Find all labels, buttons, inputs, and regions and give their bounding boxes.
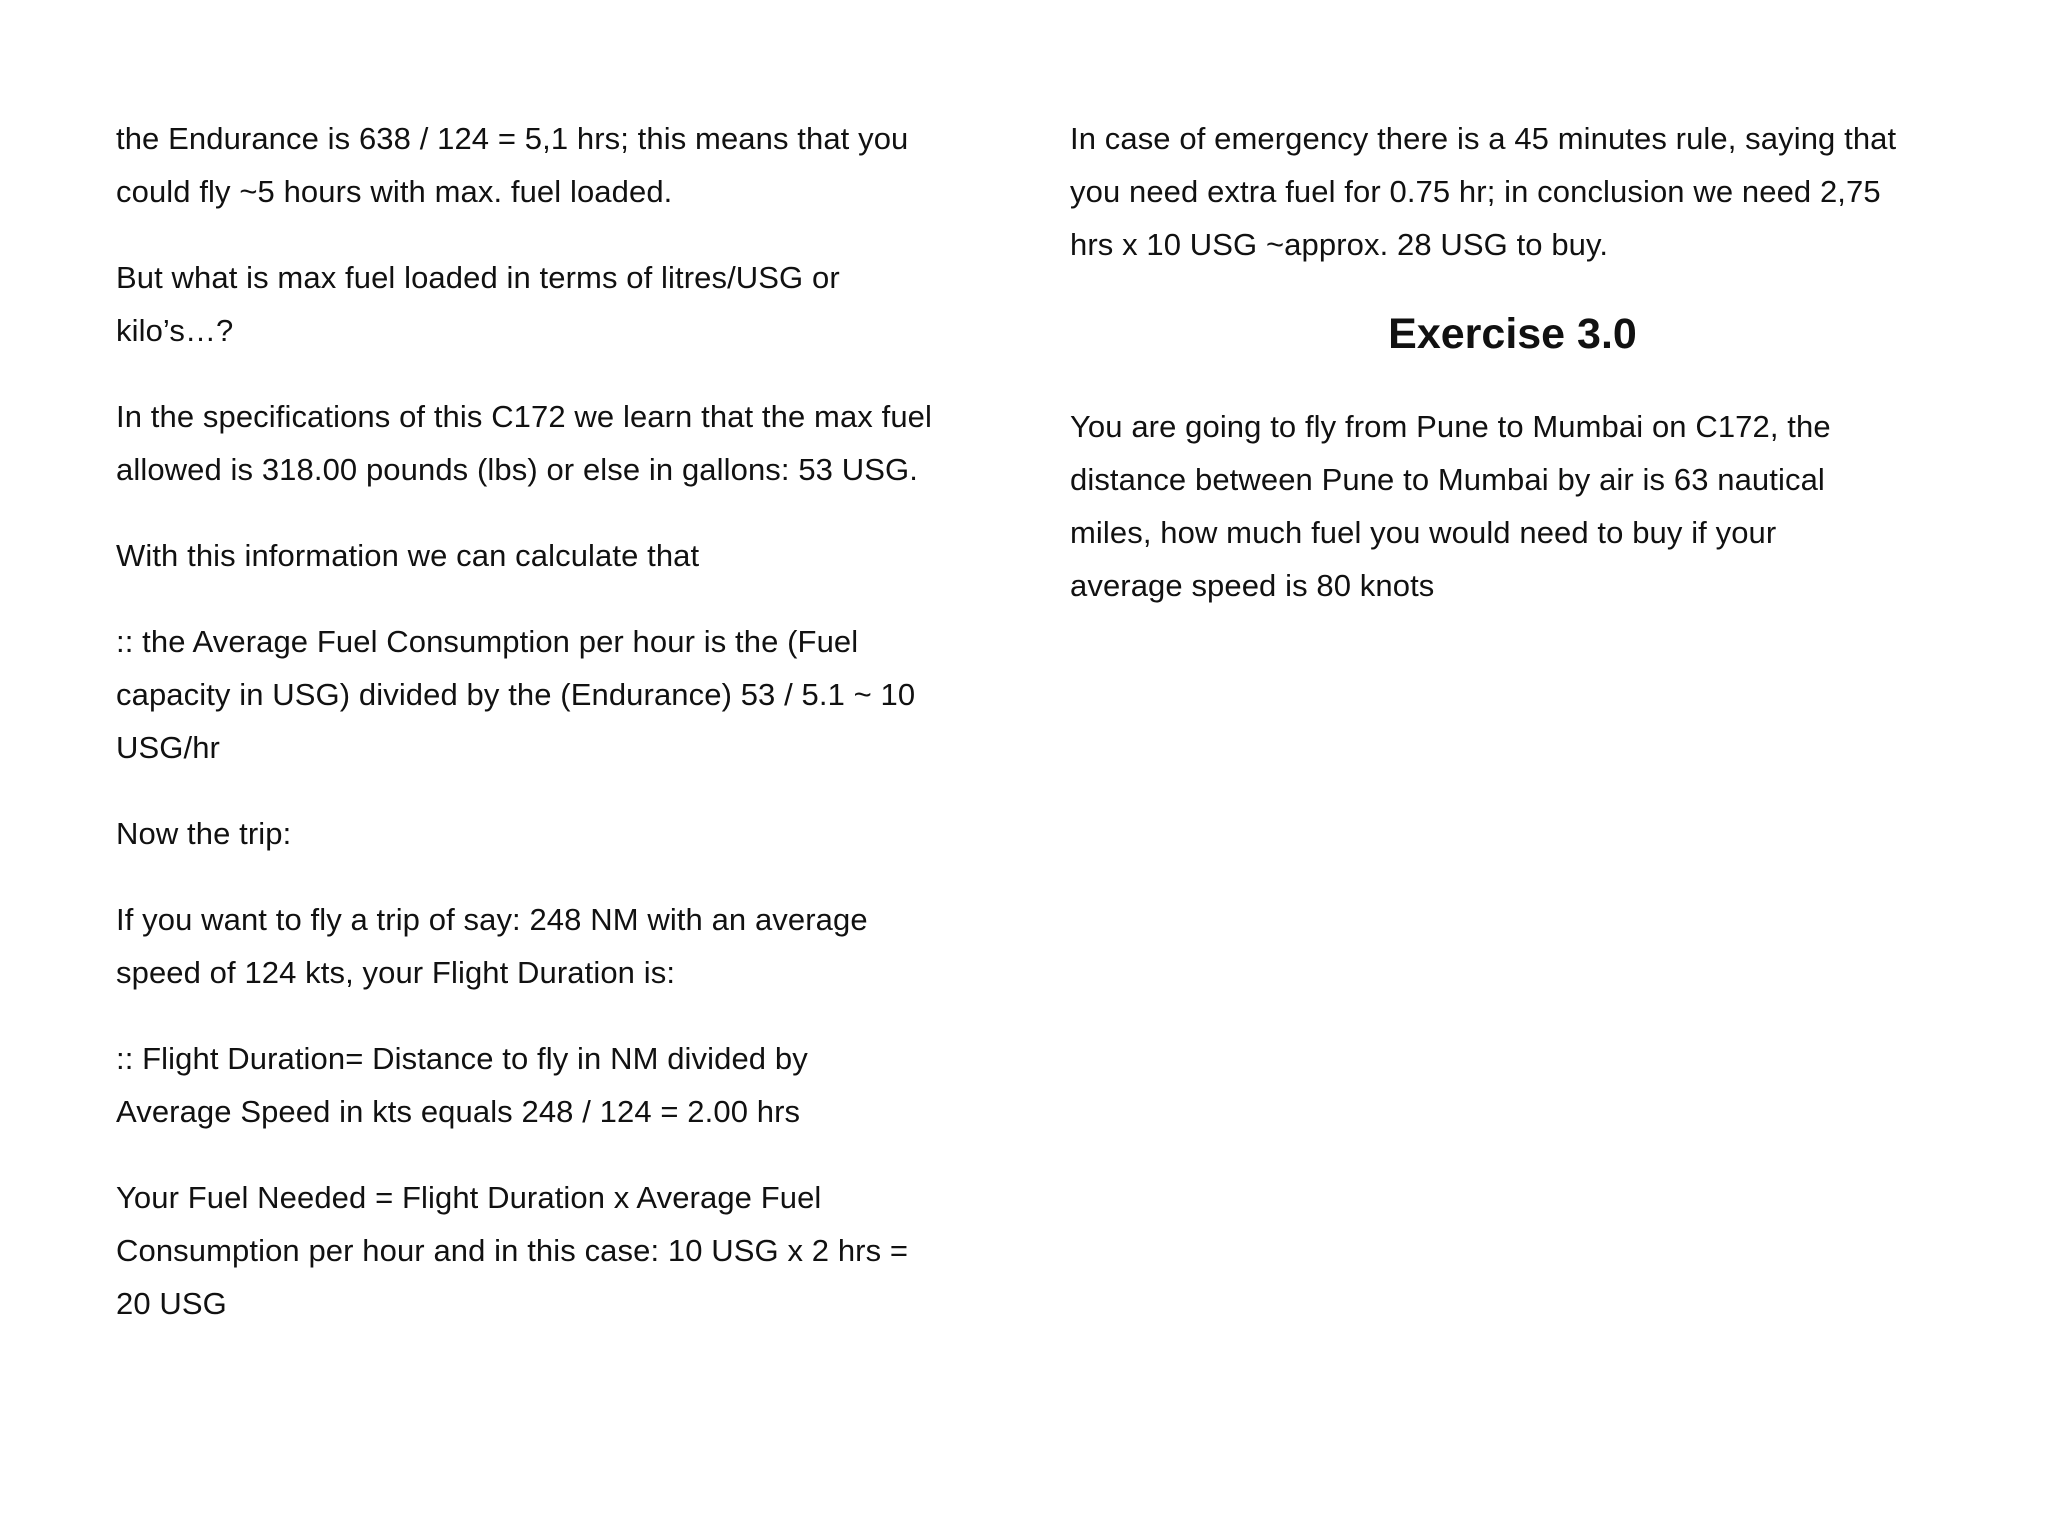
max-fuel-question: But what is max fuel loaded in terms of litres/USG or kilo’s…? [116, 260, 840, 348]
exercise-question: You are going to fly from Pune to Mumbai on C172, the distance between Pune to Mumbai by air is 63 nautical miles, how much fuel you would need to buy if your average speed is 80 knots [1070, 409, 1831, 603]
emergency-fuel-paragraph: In case of emergency there is a 45 minutes rule, saying that you need extra fuel for 0.75 hr; in conclusion we need 2,75 hrs x 10 USG ~approx. 28 USG to buy. [1070, 121, 1897, 262]
exercise-heading: Exercise 3.0 [1388, 310, 1637, 358]
trip-heading-paragraph: Now the trip: [116, 816, 292, 851]
average-fuel-consumption-paragraph: :: the Average Fuel Consumption per hour is the (Fuel capacity in USG) divided by the (Endurance) 53 / 5.1 ~ 10 USG/hr [116, 624, 916, 765]
left-text-column [116, 112, 978, 1363]
endurance-paragraph: the Endurance is 638 / 124 = 5,1 hrs; this means that you could fly ~5 hours with max. fuel loaded. [116, 121, 909, 209]
trip-example-paragraph: If you want to fly a trip of say: 248 NM with an average speed of 124 kts, your Flight Duration is: [116, 902, 868, 990]
flight-duration-paragraph: :: Flight Duration= Distance to fly in NM divided by Average Speed in kts equals 248 / 124 = 2.00 hrs [116, 1041, 808, 1129]
right-text-column [1070, 112, 1955, 645]
calculation-intro-paragraph: With this information we can calculate that [116, 538, 700, 573]
fuel-needed-paragraph: Your Fuel Needed = Flight Duration x Average Fuel Consumption per hour and in this case: 10 USG x 2 hrs = 20 USG [116, 1180, 909, 1321]
c172-specifications-paragraph: In the specifications of this C172 we learn that the max fuel allowed is 318.00 pounds (lbs) or else in gallons: 53 USG. [116, 399, 932, 487]
